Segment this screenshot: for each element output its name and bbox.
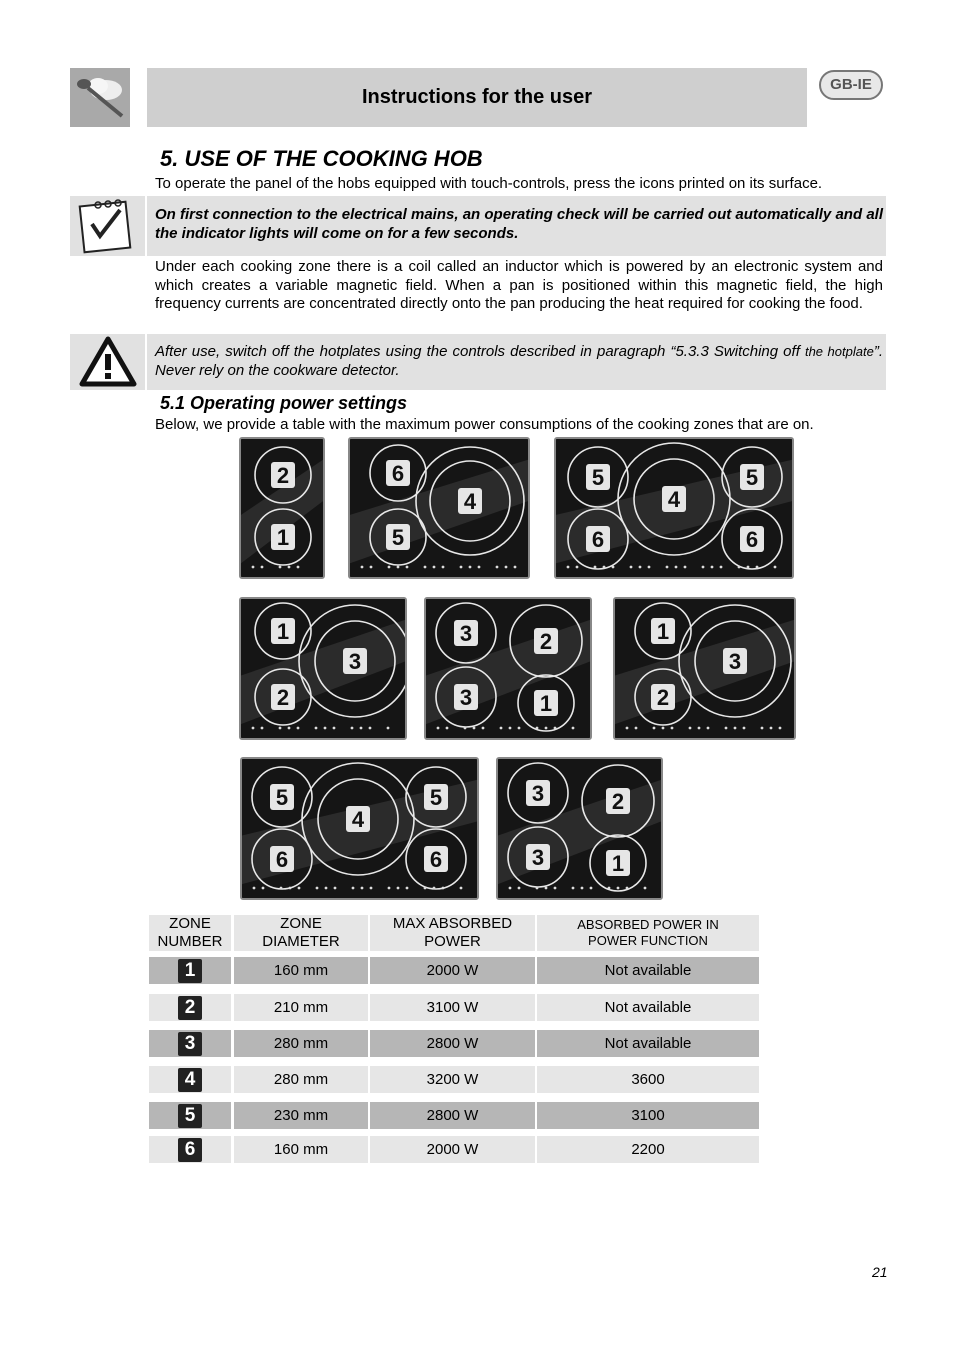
language-badge: GB-IE bbox=[819, 70, 883, 100]
notepad-note-icon bbox=[70, 196, 145, 256]
zone-label: 2 bbox=[656, 685, 670, 710]
zone-number-icon: 2 bbox=[178, 996, 202, 1020]
zone-label: 6 bbox=[391, 461, 405, 486]
table-cell-max-power: 2000 W bbox=[370, 1136, 535, 1163]
table-cell-diameter: 160 mm bbox=[234, 1136, 368, 1163]
table-cell-zone-number bbox=[149, 1066, 231, 1093]
warning-text bbox=[155, 343, 883, 380]
hob-diagram-1 bbox=[239, 437, 325, 579]
note-text: On first connection to the electrical mains, an operating check will be carried out automatically and all the indicator lights will come on for a few seconds. bbox=[155, 206, 883, 242]
body-paragraph: Under each cooking zone there is a coil called an inductor which is powered by an electronic system and which creates a variable magnetic field. When a pan is positioned within this magnetic field, the high frequency currents are concentrated directly onto the pan producing the heat required for cooking the food. bbox=[155, 258, 883, 313]
hob-7-svg bbox=[242, 759, 477, 898]
zone-label: 3 bbox=[531, 845, 545, 870]
table-cell-diameter: 280 mm bbox=[234, 1066, 368, 1093]
zone-label: 6 bbox=[745, 527, 759, 552]
table-header-max-power: MAX ABSORBED POWER bbox=[370, 915, 535, 951]
zone-number-icon: 1 bbox=[178, 959, 202, 983]
table-cell-diameter: 230 mm bbox=[234, 1102, 368, 1129]
zone-label: 2 bbox=[611, 789, 625, 814]
table-cell-max-power: 2000 W bbox=[370, 957, 535, 984]
table-cell-zone-number bbox=[149, 1136, 231, 1163]
hob-4-svg bbox=[241, 599, 405, 738]
zone-number-icon: 6 bbox=[178, 1138, 202, 1162]
table-cell-power-function: 3600 bbox=[537, 1066, 759, 1093]
warning-text-part2: ”. Never rely on the cookware detector. bbox=[155, 343, 883, 379]
table-cell-zone-number bbox=[149, 1030, 231, 1057]
table-cell-max-power: 2800 W bbox=[370, 1102, 535, 1129]
warning-text-small: the hotplate bbox=[804, 344, 874, 359]
table-cell-power-function: 2200 bbox=[537, 1136, 759, 1163]
zone-label: 1 bbox=[611, 851, 625, 876]
warning-text-part1: After use, switch off the hotplates using the controls described in paragraph “5.3.3 Switching off bbox=[155, 343, 805, 360]
hob-diagram-2 bbox=[348, 437, 530, 579]
table-cell-zone-number bbox=[149, 957, 231, 984]
zone-number-icon: 5 bbox=[178, 1104, 202, 1128]
hob-diagram-6 bbox=[613, 597, 796, 740]
hob-diagram-8 bbox=[496, 757, 663, 900]
zone-label: 2 bbox=[276, 685, 290, 710]
zone-label: 6 bbox=[591, 527, 605, 552]
section-title: 5. USE OF THE COOKING HOB bbox=[160, 146, 483, 171]
page-number: 21 bbox=[872, 1264, 888, 1280]
zone-label: 1 bbox=[539, 691, 553, 716]
intro-paragraph: To operate the panel of the hobs equipped with touch-controls, press the icons printed on its surface. bbox=[155, 175, 823, 192]
table-header-power-function: ABSORBED POWER IN POWER FUNCTION bbox=[537, 915, 759, 951]
table-cell-max-power: 3100 W bbox=[370, 994, 535, 1021]
table-cell-max-power: 2800 W bbox=[370, 1030, 535, 1057]
zone-label: 4 bbox=[351, 807, 365, 832]
table-cell-max-power: 3200 W bbox=[370, 1066, 535, 1093]
zone-label: 6 bbox=[275, 847, 289, 872]
subsection-paragraph: Below, we provide a table with the maximum power consumptions of the cooking zones that are on. bbox=[155, 416, 814, 433]
table-cell-diameter: 280 mm bbox=[234, 1030, 368, 1057]
zone-label: 6 bbox=[429, 847, 443, 872]
zone-label: 2 bbox=[276, 463, 290, 488]
hob-diagram-7 bbox=[240, 757, 479, 900]
table-cell-diameter: 210 mm bbox=[234, 994, 368, 1021]
table-cell-zone-number bbox=[149, 994, 231, 1021]
chef-logo-icon bbox=[70, 68, 130, 127]
hob-5-svg bbox=[426, 599, 590, 738]
table-cell-zone-number bbox=[149, 1102, 231, 1129]
hob-8-svg bbox=[498, 759, 661, 898]
hob-1-svg bbox=[241, 439, 323, 577]
zone-label: 3 bbox=[728, 649, 742, 674]
table-cell-diameter: 160 mm bbox=[234, 957, 368, 984]
hob-6-svg bbox=[615, 599, 794, 738]
hob-diagram-5 bbox=[424, 597, 592, 740]
zone-label: 3 bbox=[531, 781, 545, 806]
table-header-zone-number: ZONE NUMBER bbox=[149, 915, 231, 951]
hob-2-svg bbox=[350, 439, 528, 577]
zone-label: 5 bbox=[275, 785, 289, 810]
hob-diagram-4 bbox=[239, 597, 407, 740]
zone-label: 3 bbox=[459, 685, 473, 710]
zone-label: 4 bbox=[667, 487, 681, 512]
zone-label: 3 bbox=[348, 649, 362, 674]
table-cell-power-function: Not available bbox=[537, 1030, 759, 1057]
subsection-title: 5.1 Operating power settings bbox=[160, 393, 408, 413]
zone-label: 3 bbox=[459, 621, 473, 646]
table-cell-power-function: Not available bbox=[537, 957, 759, 984]
zone-label: 1 bbox=[656, 619, 670, 644]
table-cell-power-function: Not available bbox=[537, 994, 759, 1021]
hob-3-svg bbox=[556, 439, 792, 577]
zone-label: 5 bbox=[745, 465, 759, 490]
zone-label: 5 bbox=[429, 785, 443, 810]
zone-label: 4 bbox=[463, 489, 477, 514]
zone-label: 1 bbox=[276, 619, 290, 644]
warning-triangle-icon bbox=[70, 334, 145, 390]
zone-label: 5 bbox=[591, 465, 605, 490]
page-header-title: Instructions for the user bbox=[361, 86, 593, 108]
hob-diagram-3 bbox=[554, 437, 794, 579]
zone-label: 2 bbox=[539, 629, 553, 654]
zone-number-icon: 3 bbox=[178, 1032, 202, 1056]
table-cell-power-function: 3100 bbox=[537, 1102, 759, 1129]
zone-number-icon: 4 bbox=[178, 1068, 202, 1092]
zone-label: 5 bbox=[391, 525, 405, 550]
table-header-zone-diameter: ZONE DIAMETER bbox=[234, 915, 368, 951]
zone-label: 1 bbox=[276, 525, 290, 550]
